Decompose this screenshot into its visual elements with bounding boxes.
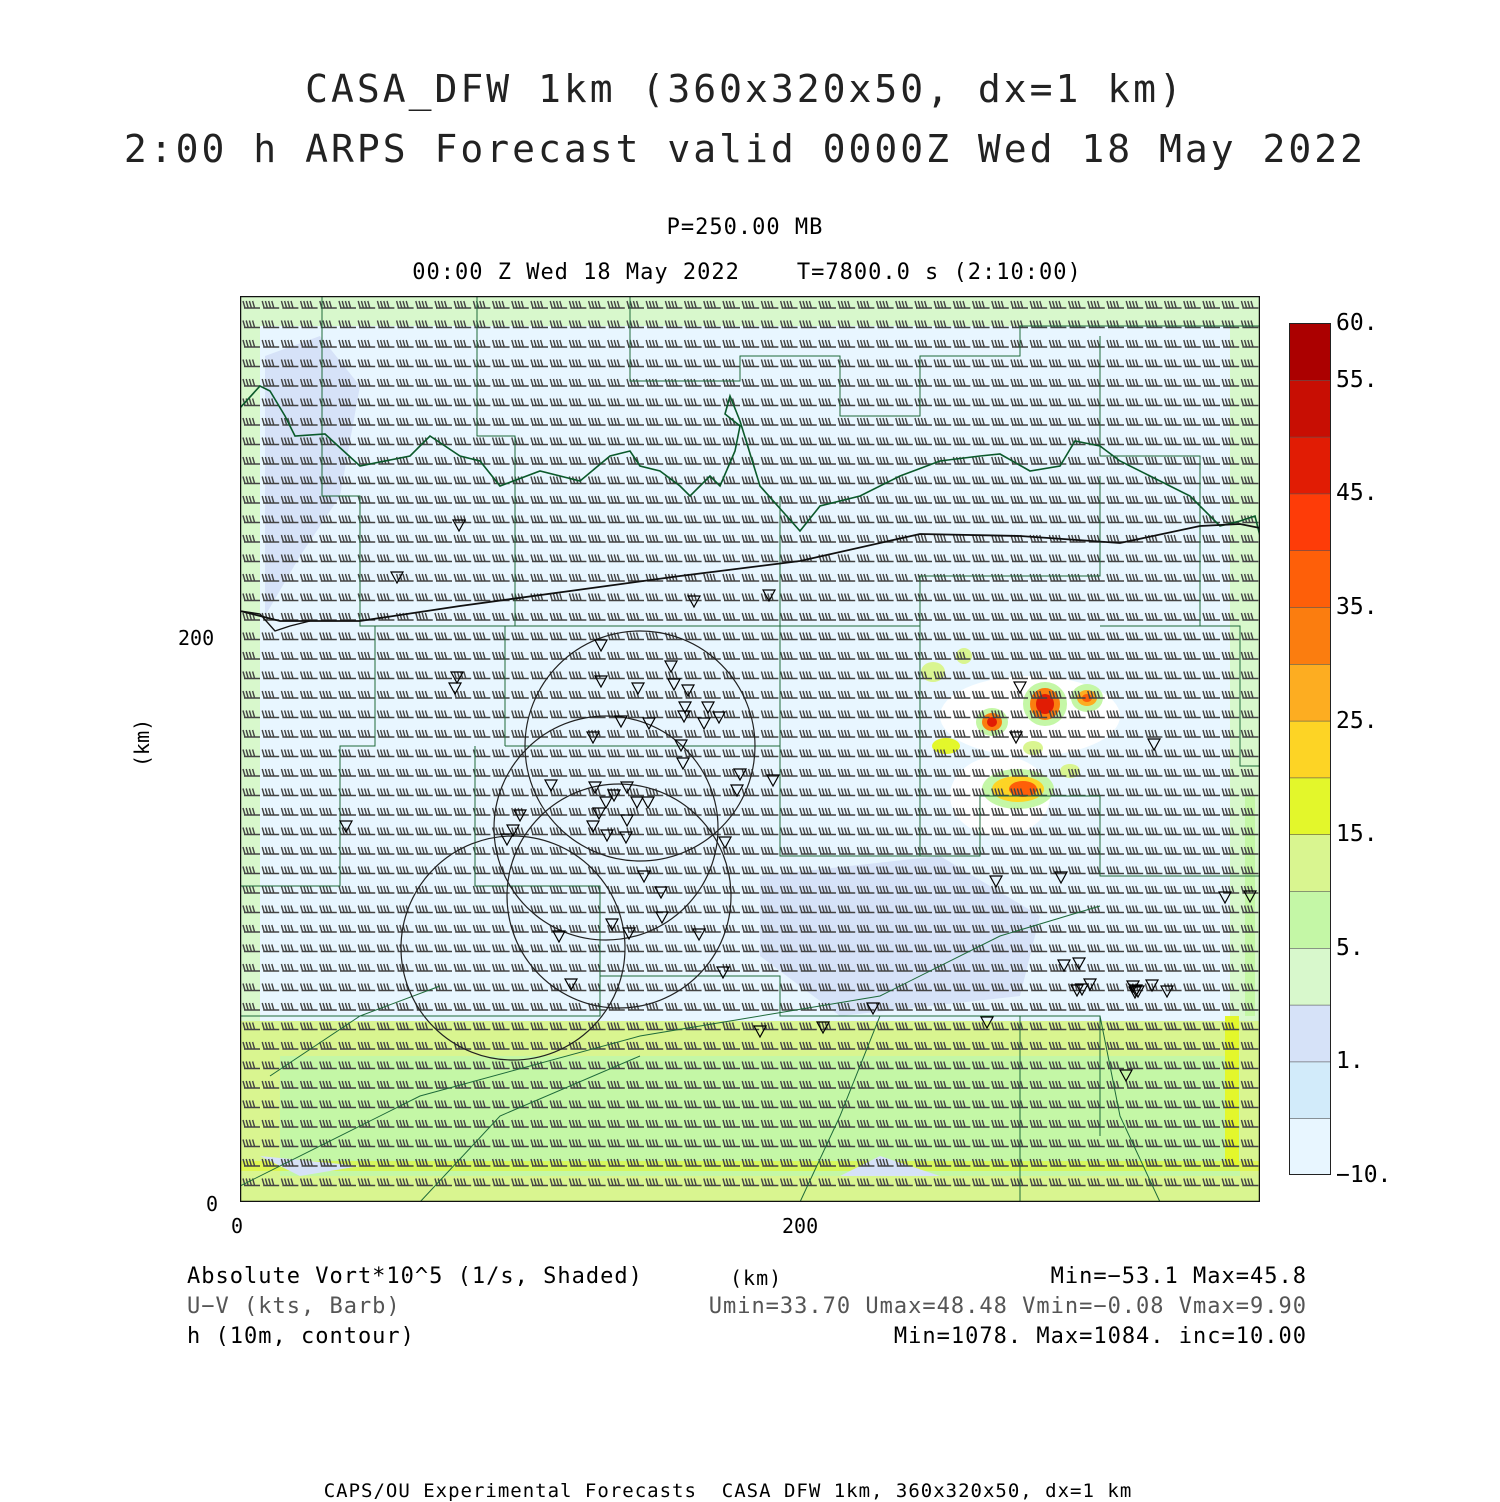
colorbar-swatch (1289, 777, 1331, 834)
colorbar-swatch (1289, 493, 1331, 550)
colorbar-swatch (1289, 437, 1331, 494)
legend-field1-name: Absolute Vort*10^5 (1/s, Shaded) (187, 1264, 643, 1289)
colorbar-swatch (1289, 721, 1331, 778)
colorbar (1289, 323, 1331, 1175)
colorbar-swatch (1289, 607, 1331, 664)
colorbar-swatch (1289, 1118, 1331, 1175)
colorbar-swatch (1289, 891, 1331, 948)
colorbar-label: 25. (1336, 707, 1378, 734)
colorbar-swatch (1289, 664, 1331, 721)
x-axis-label: (km) (730, 1266, 783, 1290)
footer-credit: CAPS/OU Experimental Forecasts CASA DFW 1km, 360x320x50, dx=1 km (323, 1480, 1133, 1502)
colorbar-swatch (1289, 948, 1331, 1005)
valid-time-label: 00:00 Z Wed 18 May 2022 T=7800.0 s (2:10:00) (412, 260, 1082, 285)
colorbar-label: 1. (1336, 1048, 1364, 1075)
legend-field2-name: U−V (kts, Barb) (187, 1294, 401, 1319)
colorbar-swatch (1289, 380, 1331, 437)
colorbar-swatch (1289, 834, 1331, 891)
colorbar-label: 45. (1336, 480, 1378, 507)
colorbar-swatch (1289, 1005, 1331, 1062)
colorbar-label: 60. (1336, 310, 1378, 336)
y-tick-0: 0 (206, 1192, 219, 1216)
map-plot-area (240, 296, 1260, 1202)
colorbar-swatch (1289, 1061, 1331, 1118)
y-tick-200: 200 (178, 626, 215, 650)
legend-field1-stats: Min=−53.1 Max=45.8 (1050, 1264, 1307, 1289)
y-axis-label: (km) (130, 718, 154, 767)
colorbar-label: 55. (1336, 366, 1378, 393)
legend-field3-name: h (10m, contour) (187, 1324, 415, 1349)
colorbar-swatch (1289, 550, 1331, 607)
legend-field3-stats: Min=1078. Max=1084. inc=10.00 (893, 1324, 1307, 1349)
colorbar-label: 5. (1336, 934, 1364, 961)
pressure-level-label: P=250.00 MB (666, 215, 824, 240)
plot-title-line2: 2:00 h ARPS Forecast valid 0000Z Wed 18 May 2022 (123, 127, 1367, 171)
colorbar-label: 15. (1336, 821, 1378, 848)
x-tick-0: 0 (231, 1214, 244, 1238)
plot-title-line1: CASA_DFW 1km (360x320x50, dx=1 km) (305, 67, 1185, 111)
legend-field2-stats: Umin=33.70 Umax=48.48 Vmin=−0.08 Vmax=9.90 (708, 1294, 1307, 1319)
colorbar-label: −10. (1336, 1162, 1392, 1188)
x-tick-200: 200 (782, 1214, 819, 1238)
colorbar-label: 35. (1336, 594, 1378, 620)
colorbar-swatch (1289, 323, 1331, 380)
